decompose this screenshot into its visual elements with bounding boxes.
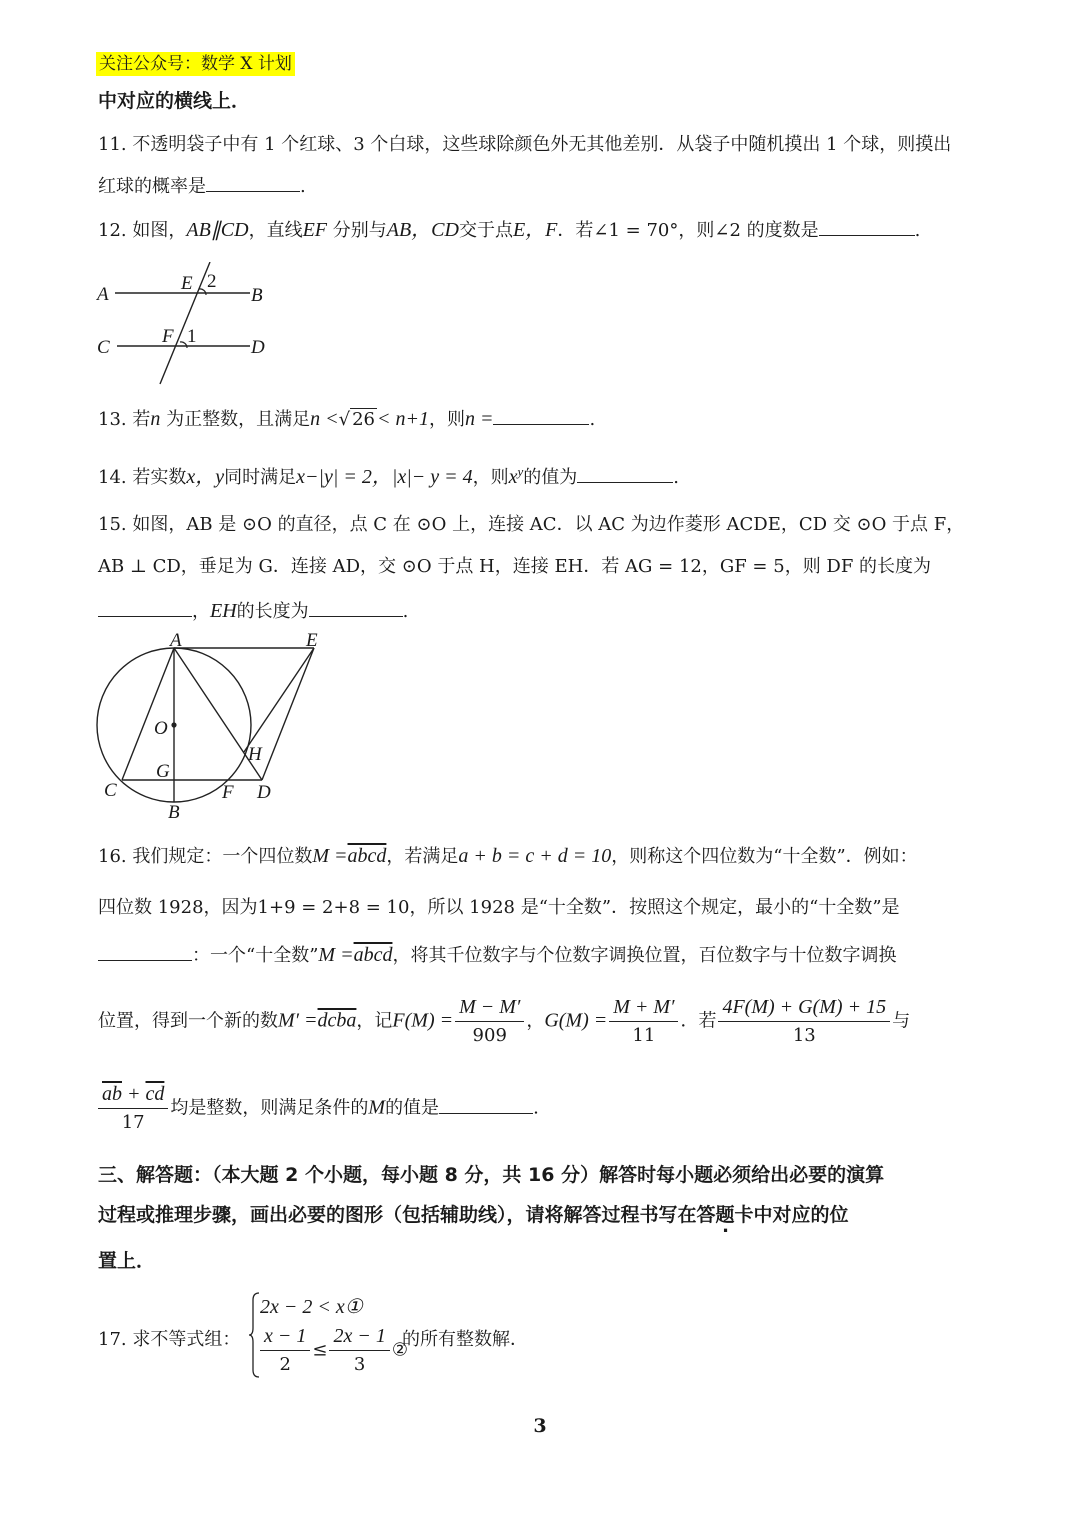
q13-text: ，则 [428,409,465,430]
q16-math: a + b = c + d = 10 [458,845,612,867]
q12-text: ．若∠1 = 70°，则∠2 的度数是 [557,220,819,241]
q16-text: ，将其千位数字与个位数字调换位置，百位数字与十位数字调换 [392,945,897,966]
q11-line1: 11. 不透明袋子中有 1 个红球、3 个白球，这些球除颜色外无其他差别．从袋子中随机摸出 1 个球，则摸出 [98,134,952,155]
q14-math: x [508,466,518,488]
q16-math: M = [318,944,354,966]
q14-line: 14. 若实数x，y同时满足x−|y| = 2，|x|− y = 4，则$x^y$的值为 . [98,464,680,488]
q16-text: 的值是 [385,1097,440,1119]
q14-math: x−|y| = 2， [296,466,392,488]
q15-text: 的长度为 [236,601,309,622]
fraction-g: $\frac{M + M'}{11}$ [609,993,678,1050]
q12-text: 分别与 [327,220,387,241]
q16-math: abcd [347,845,387,867]
q12-figure [95,262,285,388]
q12-math: EF [302,219,328,241]
q13-text: 13. 若 [98,409,151,430]
inequality-1: 2x − 2 < x① [260,1296,363,1318]
point-label-a: A [97,284,109,305]
point-label-h: H [248,744,262,765]
q16-line4: 位置，得到一个新的数M′ =dcba，记F(M) = $\frac{M - M'}{909}$ ，G(M) = $\frac{M + M'}{11}$ ．若 $\frac{4F(M) + G(M) + 15}{13}$ 与 [98,993,910,1050]
q15-figure [94,628,334,824]
q17-system [248,1290,408,1382]
q13-math: n < [310,408,339,430]
section3-line3: 置上． [98,1250,156,1272]
fraction-k: $\frac{\overline{ab} + \overline{cd}}{17}$ [98,1080,168,1137]
inequality-2: $\frac{x - 1}{2}$ ≤ $\frac{2x - 1}{3}$ ② [258,1322,408,1379]
answer-blank [439,1097,533,1114]
q13-math: n = [464,408,494,430]
q11-line2: 红球的概率是 . [98,176,306,197]
q16-text: ，则称这个四位数为“十全数”．例如： [611,846,918,867]
answer-blank [98,944,192,961]
q12-text: ，直线 [248,220,303,241]
q16-math: M = [312,845,348,867]
q14-text: 的值为 [523,467,578,488]
q13-math: < n+1 [376,408,429,430]
answer-blank [493,408,589,425]
q17-suffix: 的所有整数解． [402,1329,528,1350]
q15-line3: ，EH的长度为 . [98,597,408,623]
q14-exponent: y [517,464,524,479]
q16-line1 [98,842,918,868]
q16-text: ：一个“十全数” [192,945,319,966]
q13-text: 为正整数，且满足 [160,409,311,430]
angle-label-1: 1 [187,326,197,347]
fraction-h: $\frac{4F(M) + G(M) + 15}{13}$ [718,993,890,1050]
point-label-d: D [251,337,265,358]
point-label-g: G [156,761,170,782]
q16-math: M′ = [278,1009,318,1032]
answer-blank [819,219,915,236]
point-label-c: C [97,337,110,358]
q16-line5: $\frac{\overline{ab} + \overline{cd}}{17}$ 均是整数，则满足条件的M的值是 . [98,1080,539,1137]
q12-math: AB，CD [386,219,459,241]
page-number: 3 [533,1415,547,1437]
q13-line: 13. 若n 为正整数，且满足n <√ 26 < n+1，则n = . [98,408,596,430]
q16-math: F(M) = [392,1009,454,1032]
q16-math: dcba [317,1009,357,1032]
q16-math: G(M) = [544,1009,608,1032]
answer-blank [206,175,300,192]
q11-text: 红球的概率是 [98,176,206,197]
point-label-f: F [162,326,174,347]
q17-prompt: 17. 求不等式组： [98,1329,241,1350]
q16-text: 均是整数，则满足条件的 [170,1097,369,1119]
q16-text: ，若满足 [386,846,459,867]
point-label-a: A [170,630,182,651]
point-label-f: F [222,782,234,803]
q15-line1: 15. 如图，AB 是 ⊙O 的直径，点 C 在 ⊙O 上，连接 AC．以 AC 为边作菱形 ACDE，CD 交 ⊙O 于点 F， [98,514,965,535]
q16-text: ，记 [356,1010,393,1032]
answer-blank [577,466,673,483]
point-label-b: B [251,285,263,306]
q16-line2: 四位数 1928，因为1+9 = 2+8 = 10，所以 1928 是“十全数”．按照这个规定，最小的“十全数”是 [98,897,900,918]
section3-line1: 三、解答题：（本大题 2 个小题，每小题 8 分，共 16 分）解答时每小题必须给出必要的演算 [98,1164,885,1186]
angle-label-2: 2 [207,271,217,292]
q12-math: E，F [512,219,558,241]
q13-radicand: 26 [352,409,375,430]
q14-text: 14. 若实数 [98,467,187,488]
q12-text: 12. 如图， [98,220,187,241]
q12-math: AB∥CD [186,219,249,241]
q15-line2: AB ⊥ CD，垂足为 G．连接 AD，交 ⊙O 于点 H，连接 EH．若 AG = 12，GF = 5，则 DF 的长度为 [98,556,932,577]
q12-text: 交于点 [458,220,513,241]
q16-text: 位置，得到一个新的数 [98,1010,278,1032]
q16-line3 [98,941,896,967]
q14-text: ，则 [472,467,509,488]
q15-math: EH [210,600,237,622]
q14-math: |x|− y = 4 [391,466,473,488]
q16-text: 16. 我们规定：一个四位数 [98,846,313,867]
q15-text: ， [192,601,210,622]
emphasis-text: 答题卡 [696,1204,754,1226]
q12-line: 12. 如图，AB∥CD，直线EF 分别与AB，CD交于点E，F．若∠1 = 70°，则∠2 的度数是 . [98,219,921,241]
q16-math: M [368,1096,386,1119]
q16-text: 与 [892,1010,911,1032]
header-banner: 关注公众号：数学 X 计划 [96,52,295,76]
fraction-f: $\frac{M - M'}{909}$ [455,993,524,1050]
answer-blank [309,600,403,617]
point-label-b: B [168,802,180,823]
q14-math: x，y [186,466,225,488]
point-label-e: E [181,273,193,294]
q14-text: 同时满足 [224,467,297,488]
q16-math: abcd [353,944,393,966]
q16-text: ．若 [680,1010,717,1032]
section3-line2: 过程或推理步骤，画出必要的图形（包括辅助线），请将解答过程书写在答题卡中对应的位 [98,1204,849,1226]
q13-math: n [150,408,161,430]
answer-blank [98,600,192,617]
point-label-e: E [306,630,318,651]
point-label-d: D [257,782,271,803]
section-intro: 中对应的横线上． [98,90,251,112]
point-label-c: C [104,780,117,801]
point-label-o: O [154,718,168,739]
